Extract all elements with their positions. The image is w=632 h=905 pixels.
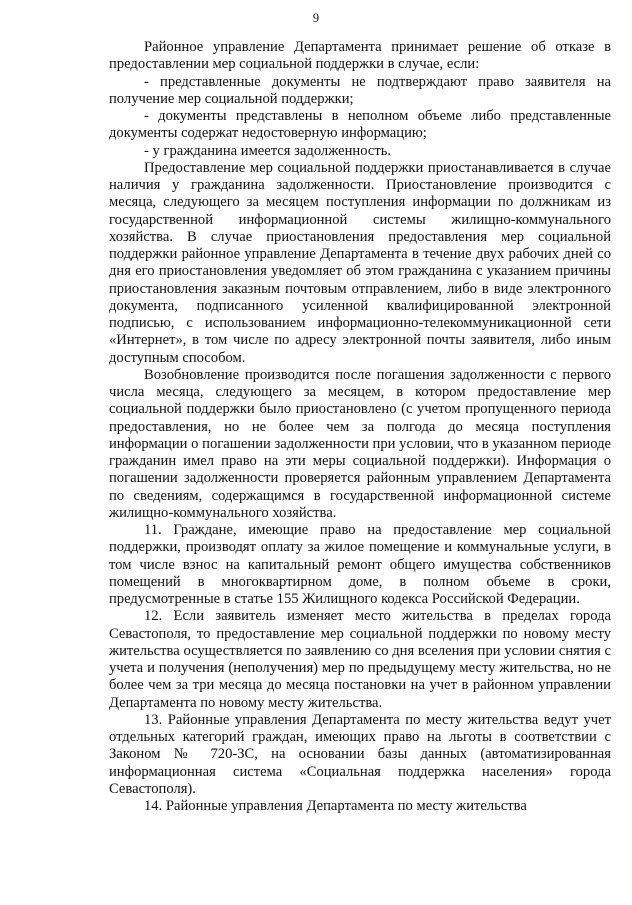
page-number: 9 [312,11,320,25]
paragraph-item-11: 11. Граждане, имеющие право на предоставление мер социальной поддержки, производят оплату за жилое помещение и коммунальные услуги, в том числе взнос на капитальный ремонт общего имущества собственников помещений в многоквартирном доме, в полном объеме в сроки, предусмотренные в статье 155 Жилищного кодекса Российской Федерации. [109,522,611,607]
paragraph-refusal-intro: Районное управление Департамента принимает решение об отказе в предоставлении мер социальной поддержки в случае, если: [109,39,611,73]
list-item-documents-not-confirm: - представленные документы не подтверждают право заявителя на получение мер социальной поддержки; [109,73,611,107]
paragraph-resumption: Возобновление производится после погашения задолженности с первого числа месяца, следующего за месяцем, в котором предоставление мер социальной поддержки было приостановлено (с учетом пропущенного периода предоставления, но не более чем за полгода до месяца поступления информации о погашении задолженности при условии, что в указанном периоде гражданин имел право на эти меры социальной поддержки). Информация о погашении задолженности проверяется районным управлением Департамента по сведениям, содержащимся в государственной информационной системе жилищно-коммунального хозяйства. [109,366,611,521]
paragraph-item-13: 13. Районные управления Департамента по месту жительства ведут учет отдельных категорий граждан, имеющих право на льготы в соответствии с Законом № 720-ЗС, на основании базы данных (автоматизированная информационная система «Социальная поддержка населения» города Севастополя). [109,711,611,797]
list-item-debt: - у гражданина имеется задолженность. [144,142,392,159]
document-body [109,39,611,815]
paragraph-suspension: Предоставление мер социальной поддержки приостанавливается в случае наличия у гражданина задолженности. Приостановление производится с месяца, следующего за месяцем поступления информации по должникам из государственной информационной системы жилищно-коммунального хозяйства. В случае приостановления предоставления мер социальной поддержки районное управление Департамента в течение двух рабочих дней со дня его приостановления уведомляет об этом гражданина с указанием причины приостановления заказным почтовым отправлением, либо в виде электронного документа, подписанного усиленной квалифицированной электронной подписью, с использованием информационно-телекоммуникационной сети «Интернет», в том числе по адресу электронной почты заявителя, либо иным доступным способом. [109,159,611,366]
paragraph-item-12: 12. Если заявитель изменяет место жительства в пределах города Севастополя, то предоставление мер социальной поддержки по новому месту жительства осуществляется по заявлению со дня вселения при условии снятия с учета и получения (неполучения) мер по предыдущему месту жительства, но не более чем за три месяца до месяца постановки на учет в районном управлении Департамента по новому месту жительства. [109,608,611,711]
list-item-documents-incomplete: - документы представлены в неполном объеме либо представленные документы содержат недостоверную информацию; [109,108,611,142]
paragraph-item-14: 14. Районные управления Департамента по месту жительства [144,798,527,814]
